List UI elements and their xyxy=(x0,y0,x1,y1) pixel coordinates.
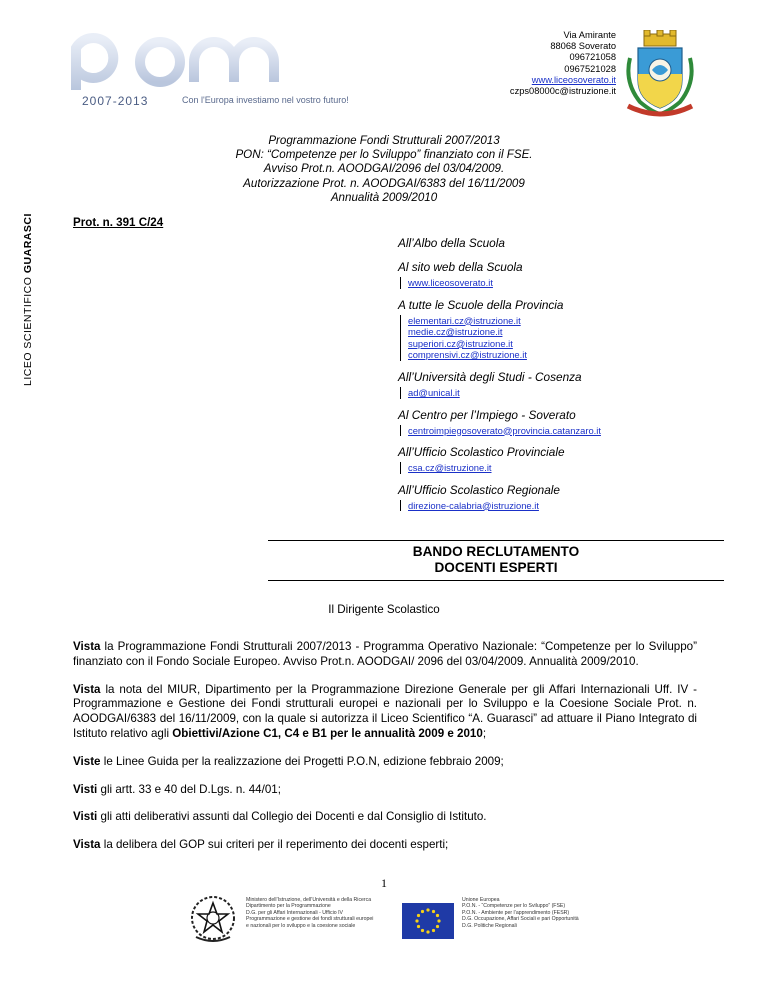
footer-line: D.G. Occupazione, Affari Sociali e pari Opportunità xyxy=(462,916,579,923)
pon-slogan: Con l'Europa investiamo nel vostro futuro! xyxy=(182,95,349,105)
recipient-name: All’Albo della Scuola xyxy=(398,236,505,250)
contact-email: czps08000c@istruzione.it xyxy=(509,86,616,97)
para-emphasis: Obiettivi/Azione C1, C4 e B1 per le annualità 2009 e 2010 xyxy=(172,726,483,740)
eu-flag-icon xyxy=(402,903,454,939)
bando-title xyxy=(268,544,724,576)
dirigente-heading: Il Dirigente Scolastico xyxy=(328,603,440,616)
side-label-name: GUARASCI xyxy=(22,213,34,274)
programme-line: Programmazione Fondi Strutturali 2007/2013 xyxy=(268,134,500,147)
recipients-list xyxy=(398,236,738,520)
side-school-label xyxy=(22,213,34,386)
recipient-link[interactable]: superiori.cz@istruzione.it xyxy=(408,337,513,349)
body-text xyxy=(73,640,697,866)
programme-line: Autorizzazione Prot. n. AOODGAI/6383 del 16/11/2009 xyxy=(243,176,525,190)
para-keyword: Visti xyxy=(73,810,98,824)
pon-years: 2007-2013 xyxy=(82,94,149,108)
para-text: gli artt. 33 e 40 del D.Lgs. n. 44/01; xyxy=(97,782,281,796)
footer-line: e nazionali per lo sviluppo e la coesione sociale xyxy=(246,922,356,929)
side-label-prefix: LICEO SCIENTIFICO xyxy=(22,273,34,386)
footer-line: D.G. Politiche Regionali xyxy=(462,922,517,929)
recipient-link[interactable]: centroimpiegosoverato@provincia.catanzaro.it xyxy=(408,424,601,436)
recipient-name: All’Ufficio Scolastico Regionale xyxy=(398,482,560,497)
recipient xyxy=(398,370,738,399)
paragraph xyxy=(73,838,697,853)
title-rule-top xyxy=(268,540,724,541)
para-text: gli atti deliberativi assunti dal Collegio dei Docenti e dal Consiglio di Istituto. xyxy=(97,810,487,824)
recipient xyxy=(398,408,738,437)
para-text: la nota del MIUR, Dipartimento per la Programmazione Direzione Generale per gli Affari Internazionali Uff. IV - Programmazione e Gestione dei Fondi strutturali europei e nazionali per lo Sviluppo e la Coesione Sociale Prot. n. AOODGAI/6383 del 16/11/2009, con la quale si autorizza il Liceo Scientifico “A. Guarasci” ad attuare il Piano Integrato di Istituto relativo agli xyxy=(73,682,697,740)
school-crest-icon xyxy=(622,30,698,120)
paragraph xyxy=(73,683,697,742)
contact-line: Via Amirante xyxy=(563,30,616,40)
recipient-link[interactable]: ad@unical.it xyxy=(408,386,460,398)
recipient-links xyxy=(400,462,738,474)
eu-footer xyxy=(462,897,622,929)
recipient-name: All’Università degli Studi - Cosenza xyxy=(398,369,582,384)
footer-line: D.G. per gli Affari Internazionali - Ufficio IV xyxy=(246,909,343,916)
recipient-link[interactable]: direzione-calabria@istruzione.it xyxy=(408,499,539,511)
footer-line: Programmazione e gestione dei fondi strutturali europei xyxy=(246,916,374,923)
recipient-link[interactable]: medie.cz@istruzione.it xyxy=(408,326,503,338)
recipient xyxy=(398,298,738,361)
programme-line: PON: “Competenze per lo Sviluppo” finanziato con il FSE. xyxy=(235,148,533,162)
recipient-name: Al Centro per l’Impiego - Soverato xyxy=(398,407,576,422)
para-keyword: Vista xyxy=(73,640,101,653)
contact-line: 096721058 xyxy=(569,52,616,63)
para-text: le Linee Guida per la realizzazione dei Progetti P.O.N, edizione febbraio 2009; xyxy=(100,754,504,768)
footer-line: P.O.N. - “Competenze per lo Sviluppo” (FSE) xyxy=(462,903,566,910)
recipient-link[interactable]: elementari.cz@istruzione.it xyxy=(408,314,521,326)
para-text: ; xyxy=(482,726,487,740)
paragraph xyxy=(73,783,697,798)
recipient-links xyxy=(400,277,738,289)
recipient-links xyxy=(400,387,738,399)
para-text: la delibera del GOP sui criteri per il reperimento dei docenti esperti; xyxy=(100,838,449,852)
programme-line: Avviso Prot.n. AOODGAI/2096 del 03/04/2009. xyxy=(263,162,505,176)
italian-republic-emblem-icon xyxy=(188,893,238,945)
recipient-name: Al sito web della Scuola xyxy=(398,260,523,274)
paragraph xyxy=(73,810,697,825)
page-number: 1 xyxy=(381,876,387,890)
bando-title-line: DOCENTI ESPERTI xyxy=(434,560,558,575)
para-text: la Programmazione Fondi Strutturali 2007/2013 - Programma Operativo Nazionale: “Competenze per lo Sviluppo” finanziato con il Fondo Sociale Europeo. Avviso Prot.n. AOODGAI/ 2096 del 03/04/2009. Annualità 2009/2010. xyxy=(73,640,697,668)
contact-line: 88068 Soverato xyxy=(550,41,616,52)
paragraph xyxy=(73,755,697,770)
recipient-link[interactable]: csa.cz@istruzione.it xyxy=(408,462,492,474)
recipient-name: A tutte le Scuole della Provincia xyxy=(398,297,564,312)
para-keyword: Vista xyxy=(73,682,101,696)
recipient xyxy=(398,445,738,474)
programme-line: Annualità 2009/2010 xyxy=(330,190,438,204)
recipient-link[interactable]: www.liceosoverato.it xyxy=(408,277,493,288)
footer-line: P.O.N. - Ambiente per l’apprendimento (FESR) xyxy=(462,909,570,916)
recipient-link[interactable]: comprensivi.cz@istruzione.it xyxy=(408,349,527,361)
recipient-links xyxy=(400,315,738,361)
website-link[interactable]: www.liceosoverato.it xyxy=(531,74,616,85)
recipient-links xyxy=(400,425,738,437)
protocol-number: Prot. n. 391 C/24 xyxy=(73,216,164,229)
bando-title-line: BANDO RECLUTAMENTO xyxy=(412,544,580,559)
footer-line: Ministero dell’Istruzione, dell’Università e della Ricerca xyxy=(246,897,372,903)
recipient-links xyxy=(400,500,738,512)
para-keyword: Viste xyxy=(73,754,101,768)
programme-info xyxy=(0,134,768,205)
title-rule-bottom xyxy=(268,580,724,581)
recipient xyxy=(398,260,738,289)
recipient xyxy=(398,236,738,251)
recipient-name: All’Ufficio Scolastico Provinciale xyxy=(398,445,565,460)
para-keyword: Vista xyxy=(73,838,101,852)
footer-line: Dipartimento per la Programmazione xyxy=(246,903,331,910)
school-contact xyxy=(416,30,616,97)
contact-line: 0967521028 xyxy=(564,63,616,74)
paragraph xyxy=(73,640,697,670)
ministry-footer xyxy=(246,897,406,929)
footer-line: Unione Europea xyxy=(462,897,500,903)
recipient xyxy=(398,483,738,512)
para-keyword: Visti xyxy=(73,782,98,796)
